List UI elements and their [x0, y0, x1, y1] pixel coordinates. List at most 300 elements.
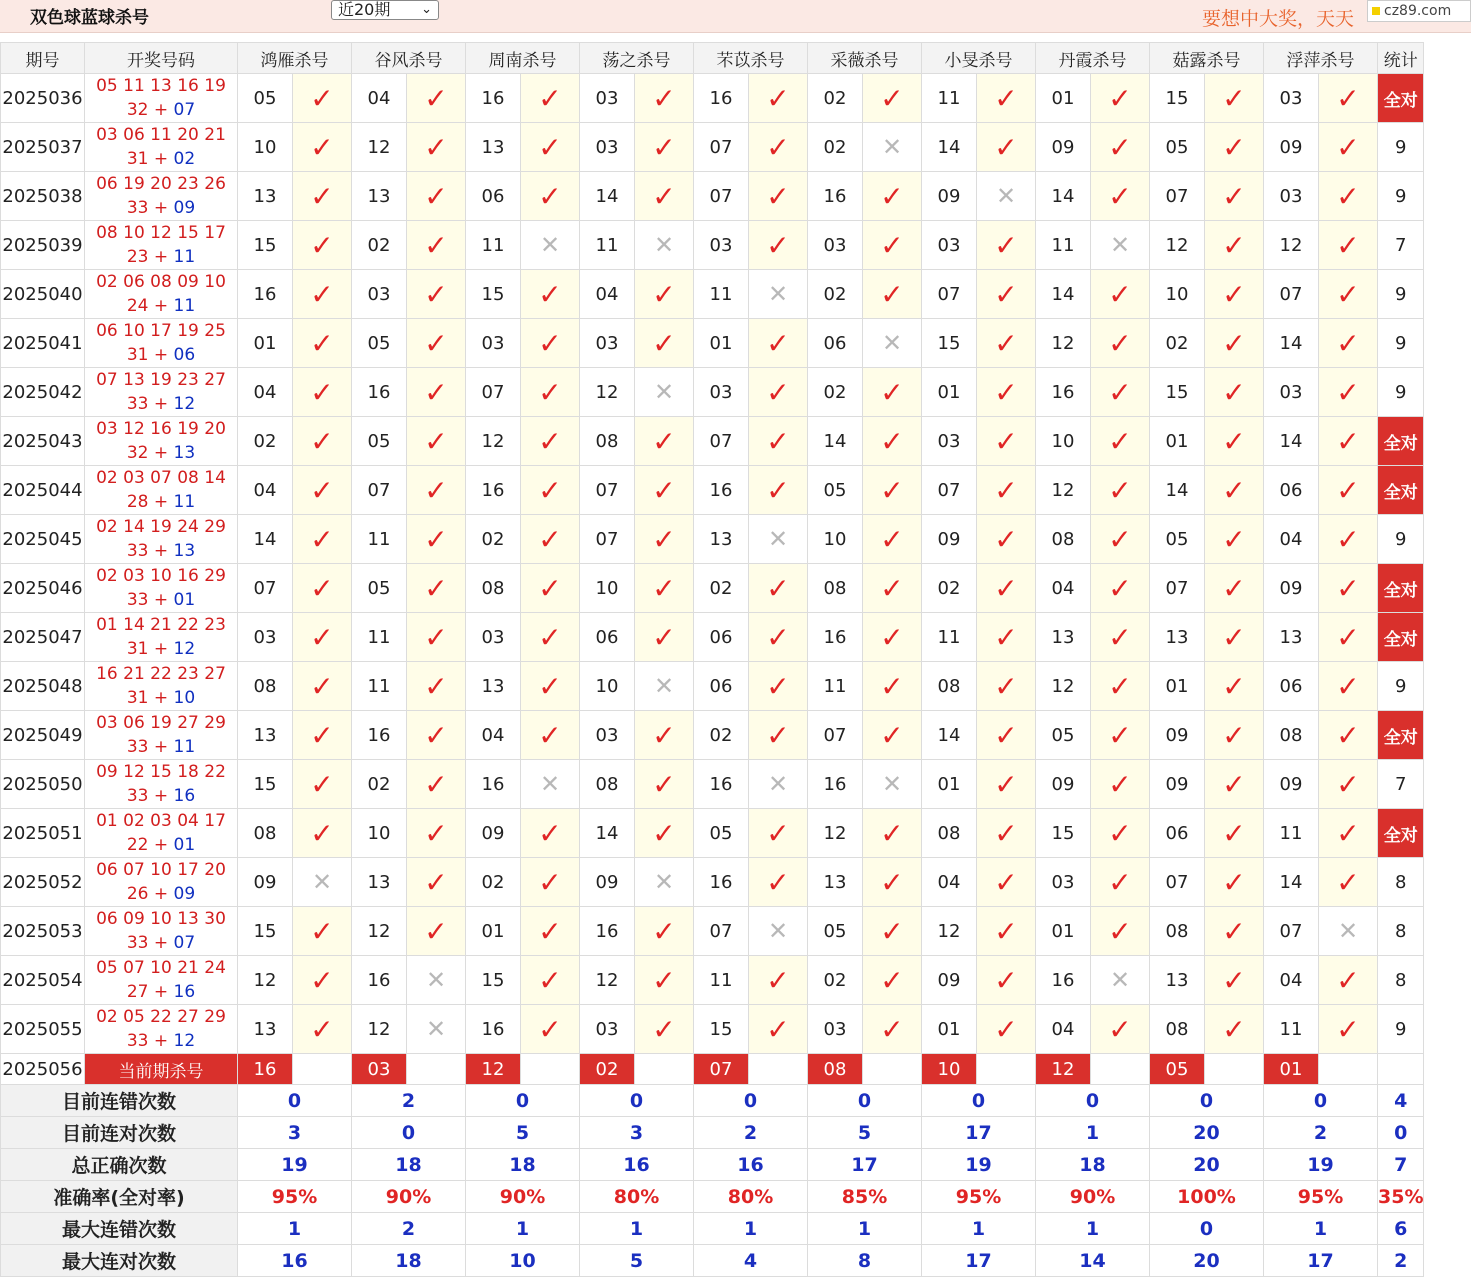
kill-number: 03 [580, 74, 634, 122]
column-header: 菇露杀号 [1150, 43, 1263, 73]
check-icon: ✓ [1091, 319, 1149, 367]
kill-number: 13 [352, 172, 406, 220]
check-icon: ✓ [749, 613, 807, 661]
kill-number: 10 [580, 564, 634, 612]
blue-ball: 13 [173, 541, 196, 561]
site-logo[interactable] [1367, 0, 1471, 22]
kill-number: 11 [466, 221, 520, 269]
draw-numbers [85, 711, 237, 759]
kill-number: 05 [352, 564, 406, 612]
check-icon: ✓ [521, 123, 579, 171]
check-icon: ✓ [293, 221, 351, 269]
check-icon: ✓ [521, 662, 579, 710]
check-icon: ✓ [863, 662, 921, 710]
check-icon: ✓ [977, 270, 1035, 318]
check-icon: ✓ [293, 760, 351, 808]
check-icon: ✓ [1205, 417, 1263, 465]
draw-tail [85, 931, 237, 955]
kill-number: 09 [922, 515, 976, 563]
plus-sign: + [148, 541, 174, 561]
check-icon: ✓ [1091, 1005, 1149, 1053]
kill-number: 04 [1036, 564, 1090, 612]
blue-ball: 07 [173, 100, 196, 120]
kill-number: 08 [238, 809, 292, 857]
blue-ball: 11 [173, 296, 196, 316]
check-icon: ✓ [1091, 809, 1149, 857]
check-icon: ✓ [1091, 858, 1149, 906]
check-icon: ✓ [749, 417, 807, 465]
check-icon: ✓ [635, 809, 693, 857]
plus-sign: + [148, 639, 174, 659]
row-correct-count: 7 [1378, 760, 1423, 808]
red-ball: 32 [126, 443, 149, 463]
draw-numbers [85, 515, 237, 563]
summary-value: 1 [1036, 1117, 1149, 1148]
issue-number: 2025055 [1, 1005, 84, 1053]
red-balls: 16 21 22 23 27 [96, 664, 226, 684]
blue-ball: 06 [173, 345, 196, 365]
cross-icon: ✕ [635, 221, 693, 269]
range-select-value: 近20期 [338, 0, 391, 19]
kill-number: 03 [466, 319, 520, 367]
draw-numbers [85, 221, 237, 269]
draw-numbers [85, 907, 237, 955]
current-kill-number: 01 [1264, 1054, 1318, 1084]
current-kill-number: 12 [1036, 1054, 1090, 1084]
check-icon: ✓ [863, 270, 921, 318]
empty-cell [1319, 1054, 1377, 1084]
red-balls: 03 06 19 27 29 [96, 713, 226, 733]
kill-number: 16 [466, 466, 520, 514]
summary-value: 16 [580, 1149, 693, 1180]
cross-icon: ✕ [407, 1005, 465, 1053]
kill-number: 06 [466, 172, 520, 220]
row-correct-count: 8 [1378, 858, 1423, 906]
red-ball: 32 [126, 100, 149, 120]
kill-number: 02 [922, 564, 976, 612]
blue-ball: 11 [173, 247, 196, 267]
check-icon: ✓ [977, 368, 1035, 416]
check-icon: ✓ [521, 74, 579, 122]
kill-number: 03 [694, 368, 748, 416]
table-row [1, 368, 1423, 416]
red-balls: 02 03 07 08 14 [96, 468, 226, 488]
check-icon: ✓ [521, 613, 579, 661]
summary-value: 1 [694, 1213, 807, 1244]
red-balls: 02 14 19 24 29 [96, 517, 226, 537]
kill-number: 03 [694, 221, 748, 269]
issue-number: 2025051 [1, 809, 84, 857]
check-icon: ✓ [1205, 319, 1263, 367]
kill-number: 10 [808, 515, 862, 563]
check-icon: ✓ [1091, 74, 1149, 122]
issue-number: 2025044 [1, 466, 84, 514]
check-icon: ✓ [293, 368, 351, 416]
check-icon: ✓ [1205, 172, 1263, 220]
summary-value: 16 [238, 1245, 351, 1276]
check-icon: ✓ [1319, 123, 1377, 171]
cross-icon: ✕ [863, 319, 921, 367]
summary-row [1, 1149, 1423, 1180]
check-icon: ✓ [1091, 760, 1149, 808]
table-row [1, 466, 1423, 514]
draw-numbers [85, 1005, 237, 1053]
kill-number: 16 [466, 760, 520, 808]
kill-number: 03 [1036, 858, 1090, 906]
chevron-down-icon: ⌄ [421, 2, 432, 17]
summary-value: 14 [1036, 1245, 1149, 1276]
draw-tail [85, 686, 237, 710]
summary-value: 5 [808, 1117, 921, 1148]
check-icon: ✓ [977, 858, 1035, 906]
check-icon: ✓ [521, 907, 579, 955]
summary-value: 1 [922, 1213, 1035, 1244]
cross-icon: ✕ [407, 956, 465, 1004]
red-ball: 33 [126, 590, 149, 610]
current-kill-number: 03 [352, 1054, 406, 1084]
check-icon: ✓ [407, 809, 465, 857]
kill-number: 11 [1264, 809, 1318, 857]
summary-value: 1 [808, 1213, 921, 1244]
check-icon: ✓ [749, 221, 807, 269]
kill-number: 05 [808, 907, 862, 955]
table-row [1, 319, 1423, 367]
draw-tail [85, 294, 237, 318]
cross-icon: ✕ [1319, 907, 1377, 955]
summary-stat: 35% [1378, 1181, 1423, 1212]
kill-number: 12 [1264, 221, 1318, 269]
kill-number: 04 [352, 74, 406, 122]
check-icon: ✓ [293, 956, 351, 1004]
kill-number: 14 [1036, 172, 1090, 220]
summary-value: 5 [466, 1117, 579, 1148]
cross-icon: ✕ [863, 760, 921, 808]
kill-number: 07 [922, 466, 976, 514]
ad-text[interactable]: 要想中大奖，天天 [1202, 8, 1355, 30]
row-correct-count: 8 [1378, 956, 1423, 1004]
check-icon: ✓ [1205, 956, 1263, 1004]
red-ball: 24 [126, 296, 149, 316]
check-icon: ✓ [407, 270, 465, 318]
current-kill-number: 10 [922, 1054, 976, 1084]
check-icon: ✓ [1205, 270, 1263, 318]
plus-sign: + [148, 590, 174, 610]
empty-cell [1378, 1054, 1423, 1084]
kill-number: 01 [238, 319, 292, 367]
summary-row [1, 1213, 1423, 1244]
kill-number: 10 [580, 662, 634, 710]
check-icon: ✓ [863, 711, 921, 759]
current-issue-row [1, 1054, 1423, 1084]
check-icon: ✓ [407, 466, 465, 514]
check-icon: ✓ [1091, 564, 1149, 612]
check-icon: ✓ [863, 564, 921, 612]
kill-number: 16 [694, 760, 748, 808]
kill-number: 14 [580, 172, 634, 220]
kill-number: 02 [466, 858, 520, 906]
table-row [1, 711, 1423, 759]
check-icon: ✓ [293, 662, 351, 710]
kill-number: 01 [466, 907, 520, 955]
kill-number: 16 [238, 270, 292, 318]
kill-number: 02 [808, 123, 862, 171]
check-icon: ✓ [407, 711, 465, 759]
red-ball: 26 [126, 884, 149, 904]
empty-cell [1091, 1054, 1149, 1084]
check-icon: ✓ [1319, 809, 1377, 857]
summary-value: 1 [238, 1213, 351, 1244]
kill-number: 16 [466, 74, 520, 122]
summary-value: 1 [1036, 1213, 1149, 1244]
plus-sign: + [148, 492, 174, 512]
summary-value: 0 [352, 1117, 465, 1148]
kill-number: 03 [922, 417, 976, 465]
summary-value: 17 [808, 1149, 921, 1180]
kill-number: 13 [1036, 613, 1090, 661]
kill-number-table [0, 42, 1424, 1277]
red-ball: 28 [126, 492, 149, 512]
check-icon: ✓ [521, 172, 579, 220]
row-correct-count: 7 [1378, 221, 1423, 269]
summary-stat: 6 [1378, 1213, 1423, 1244]
check-icon: ✓ [407, 221, 465, 269]
kill-number: 08 [1150, 1005, 1204, 1053]
cross-icon: ✕ [521, 760, 579, 808]
summary-value: 18 [352, 1245, 465, 1276]
summary-value: 80% [694, 1181, 807, 1212]
summary-value: 18 [466, 1149, 579, 1180]
kill-number: 08 [580, 417, 634, 465]
red-ball: 33 [126, 737, 149, 757]
draw-numbers [85, 858, 237, 906]
issue-number: 2025037 [1, 123, 84, 171]
cross-icon: ✕ [749, 760, 807, 808]
table-row [1, 760, 1423, 808]
draw-tail [85, 147, 237, 171]
row-correct-count: 9 [1378, 662, 1423, 710]
kill-number: 07 [1150, 172, 1204, 220]
check-icon: ✓ [635, 123, 693, 171]
kill-number: 16 [694, 858, 748, 906]
blue-ball: 11 [173, 737, 196, 757]
kill-number: 02 [808, 74, 862, 122]
draw-numbers [85, 956, 237, 1004]
kill-number: 12 [1036, 319, 1090, 367]
all-correct-badge: 全对 [1378, 809, 1423, 857]
kill-number: 16 [466, 1005, 520, 1053]
issue-number: 2025052 [1, 858, 84, 906]
check-icon: ✓ [521, 956, 579, 1004]
check-icon: ✓ [863, 172, 921, 220]
check-icon: ✓ [1091, 417, 1149, 465]
summary-value: 2 [1264, 1117, 1377, 1148]
red-balls: 02 03 10 16 29 [96, 566, 226, 586]
kill-number: 03 [466, 613, 520, 661]
kill-number: 12 [352, 123, 406, 171]
kill-number: 13 [238, 711, 292, 759]
kill-number: 05 [1150, 515, 1204, 563]
kill-number: 12 [580, 956, 634, 1004]
kill-number: 09 [1150, 760, 1204, 808]
summary-stat: 7 [1378, 1149, 1423, 1180]
kill-number: 12 [352, 1005, 406, 1053]
summary-stat: 0 [1378, 1117, 1423, 1148]
kill-number: 09 [1264, 760, 1318, 808]
summary-value: 17 [922, 1245, 1035, 1276]
check-icon: ✓ [635, 515, 693, 563]
check-icon: ✓ [1205, 515, 1263, 563]
table-row [1, 564, 1423, 612]
table-row [1, 270, 1423, 318]
draw-numbers [85, 466, 237, 514]
kill-number: 16 [352, 956, 406, 1004]
check-icon: ✓ [749, 466, 807, 514]
check-icon: ✓ [863, 809, 921, 857]
check-icon: ✓ [749, 74, 807, 122]
check-icon: ✓ [407, 907, 465, 955]
draw-tail [85, 882, 237, 906]
kill-number: 13 [694, 515, 748, 563]
plus-sign: + [148, 100, 174, 120]
all-correct-badge: 全对 [1378, 466, 1423, 514]
kill-number: 14 [238, 515, 292, 563]
check-icon: ✓ [977, 760, 1035, 808]
kill-number: 14 [1036, 270, 1090, 318]
kill-number: 11 [808, 662, 862, 710]
kill-number: 08 [238, 662, 292, 710]
table-row [1, 172, 1423, 220]
draw-tail [85, 343, 237, 367]
summary-label: 最大连错次数 [1, 1213, 237, 1244]
table-row [1, 907, 1423, 955]
kill-number: 07 [580, 515, 634, 563]
draw-tail [85, 637, 237, 661]
summary-value: 10 [466, 1245, 579, 1276]
check-icon: ✓ [293, 1005, 351, 1053]
kill-number: 16 [352, 368, 406, 416]
kill-number: 14 [1264, 417, 1318, 465]
check-icon: ✓ [749, 172, 807, 220]
empty-cell [407, 1054, 465, 1084]
issue-number: 2025048 [1, 662, 84, 710]
check-icon: ✓ [1319, 368, 1377, 416]
check-icon: ✓ [635, 760, 693, 808]
red-ball: 31 [126, 688, 149, 708]
check-icon: ✓ [1091, 270, 1149, 318]
check-icon: ✓ [977, 613, 1035, 661]
kill-number: 03 [352, 270, 406, 318]
empty-cell [1205, 1054, 1263, 1084]
kill-number: 07 [694, 907, 748, 955]
cross-icon: ✕ [293, 858, 351, 906]
blue-ball: 01 [173, 590, 196, 610]
kill-number: 03 [580, 711, 634, 759]
kill-number: 06 [1264, 662, 1318, 710]
check-icon: ✓ [977, 1005, 1035, 1053]
draw-numbers [85, 564, 237, 612]
red-balls: 06 07 10 17 20 [96, 860, 226, 880]
check-icon: ✓ [1205, 368, 1263, 416]
check-icon: ✓ [521, 319, 579, 367]
issue-number: 2025038 [1, 172, 84, 220]
draw-numbers [85, 270, 237, 318]
summary-value: 3 [238, 1117, 351, 1148]
plus-sign: + [148, 835, 174, 855]
summary-value: 100% [1150, 1181, 1263, 1212]
kill-number: 06 [580, 613, 634, 661]
kill-number: 13 [808, 858, 862, 906]
check-icon: ✓ [977, 956, 1035, 1004]
red-balls: 01 02 03 04 17 [96, 811, 226, 831]
kill-number: 06 [694, 662, 748, 710]
kill-number: 08 [580, 760, 634, 808]
kill-number: 07 [694, 417, 748, 465]
kill-number: 14 [1264, 319, 1318, 367]
range-select[interactable] [331, 0, 439, 20]
check-icon: ✓ [293, 809, 351, 857]
check-icon: ✓ [863, 368, 921, 416]
plus-sign: + [148, 394, 174, 414]
issue-number: 2025036 [1, 74, 84, 122]
check-icon: ✓ [1205, 123, 1263, 171]
check-icon: ✓ [1319, 858, 1377, 906]
kill-number: 14 [1150, 466, 1204, 514]
red-ball: 33 [126, 786, 149, 806]
kill-number: 08 [808, 564, 862, 612]
red-ball: 31 [126, 639, 149, 659]
check-icon: ✓ [293, 907, 351, 955]
check-icon: ✓ [635, 907, 693, 955]
empty-cell [863, 1054, 921, 1084]
kill-number: 09 [922, 956, 976, 1004]
draw-tail [85, 441, 237, 465]
issue-number: 2025041 [1, 319, 84, 367]
kill-number: 07 [1264, 270, 1318, 318]
row-correct-count: 9 [1378, 368, 1423, 416]
kill-number: 10 [1150, 270, 1204, 318]
summary-value: 0 [1150, 1085, 1263, 1116]
kill-number: 12 [580, 368, 634, 416]
check-icon: ✓ [1319, 662, 1377, 710]
kill-number: 02 [694, 711, 748, 759]
check-icon: ✓ [977, 466, 1035, 514]
kill-number: 07 [1150, 564, 1204, 612]
row-correct-count: 8 [1378, 907, 1423, 955]
check-icon: ✓ [863, 466, 921, 514]
check-icon: ✓ [1091, 466, 1149, 514]
kill-number: 07 [352, 466, 406, 514]
kill-number: 01 [922, 368, 976, 416]
kill-number: 05 [238, 74, 292, 122]
kill-number: 15 [466, 956, 520, 1004]
table-row [1, 956, 1423, 1004]
table-row [1, 1005, 1423, 1053]
kill-number: 01 [1150, 662, 1204, 710]
kill-number: 12 [352, 907, 406, 955]
kill-number: 03 [808, 221, 862, 269]
red-balls: 06 19 20 23 26 [96, 174, 226, 194]
check-icon: ✓ [407, 564, 465, 612]
kill-number: 03 [1264, 74, 1318, 122]
column-header: 采薇杀号 [808, 43, 921, 73]
check-icon: ✓ [1319, 417, 1377, 465]
summary-value: 0 [1150, 1213, 1263, 1244]
kill-number: 10 [352, 809, 406, 857]
kill-number: 08 [466, 564, 520, 612]
check-icon: ✓ [635, 956, 693, 1004]
kill-number: 05 [352, 417, 406, 465]
check-icon: ✓ [863, 956, 921, 1004]
